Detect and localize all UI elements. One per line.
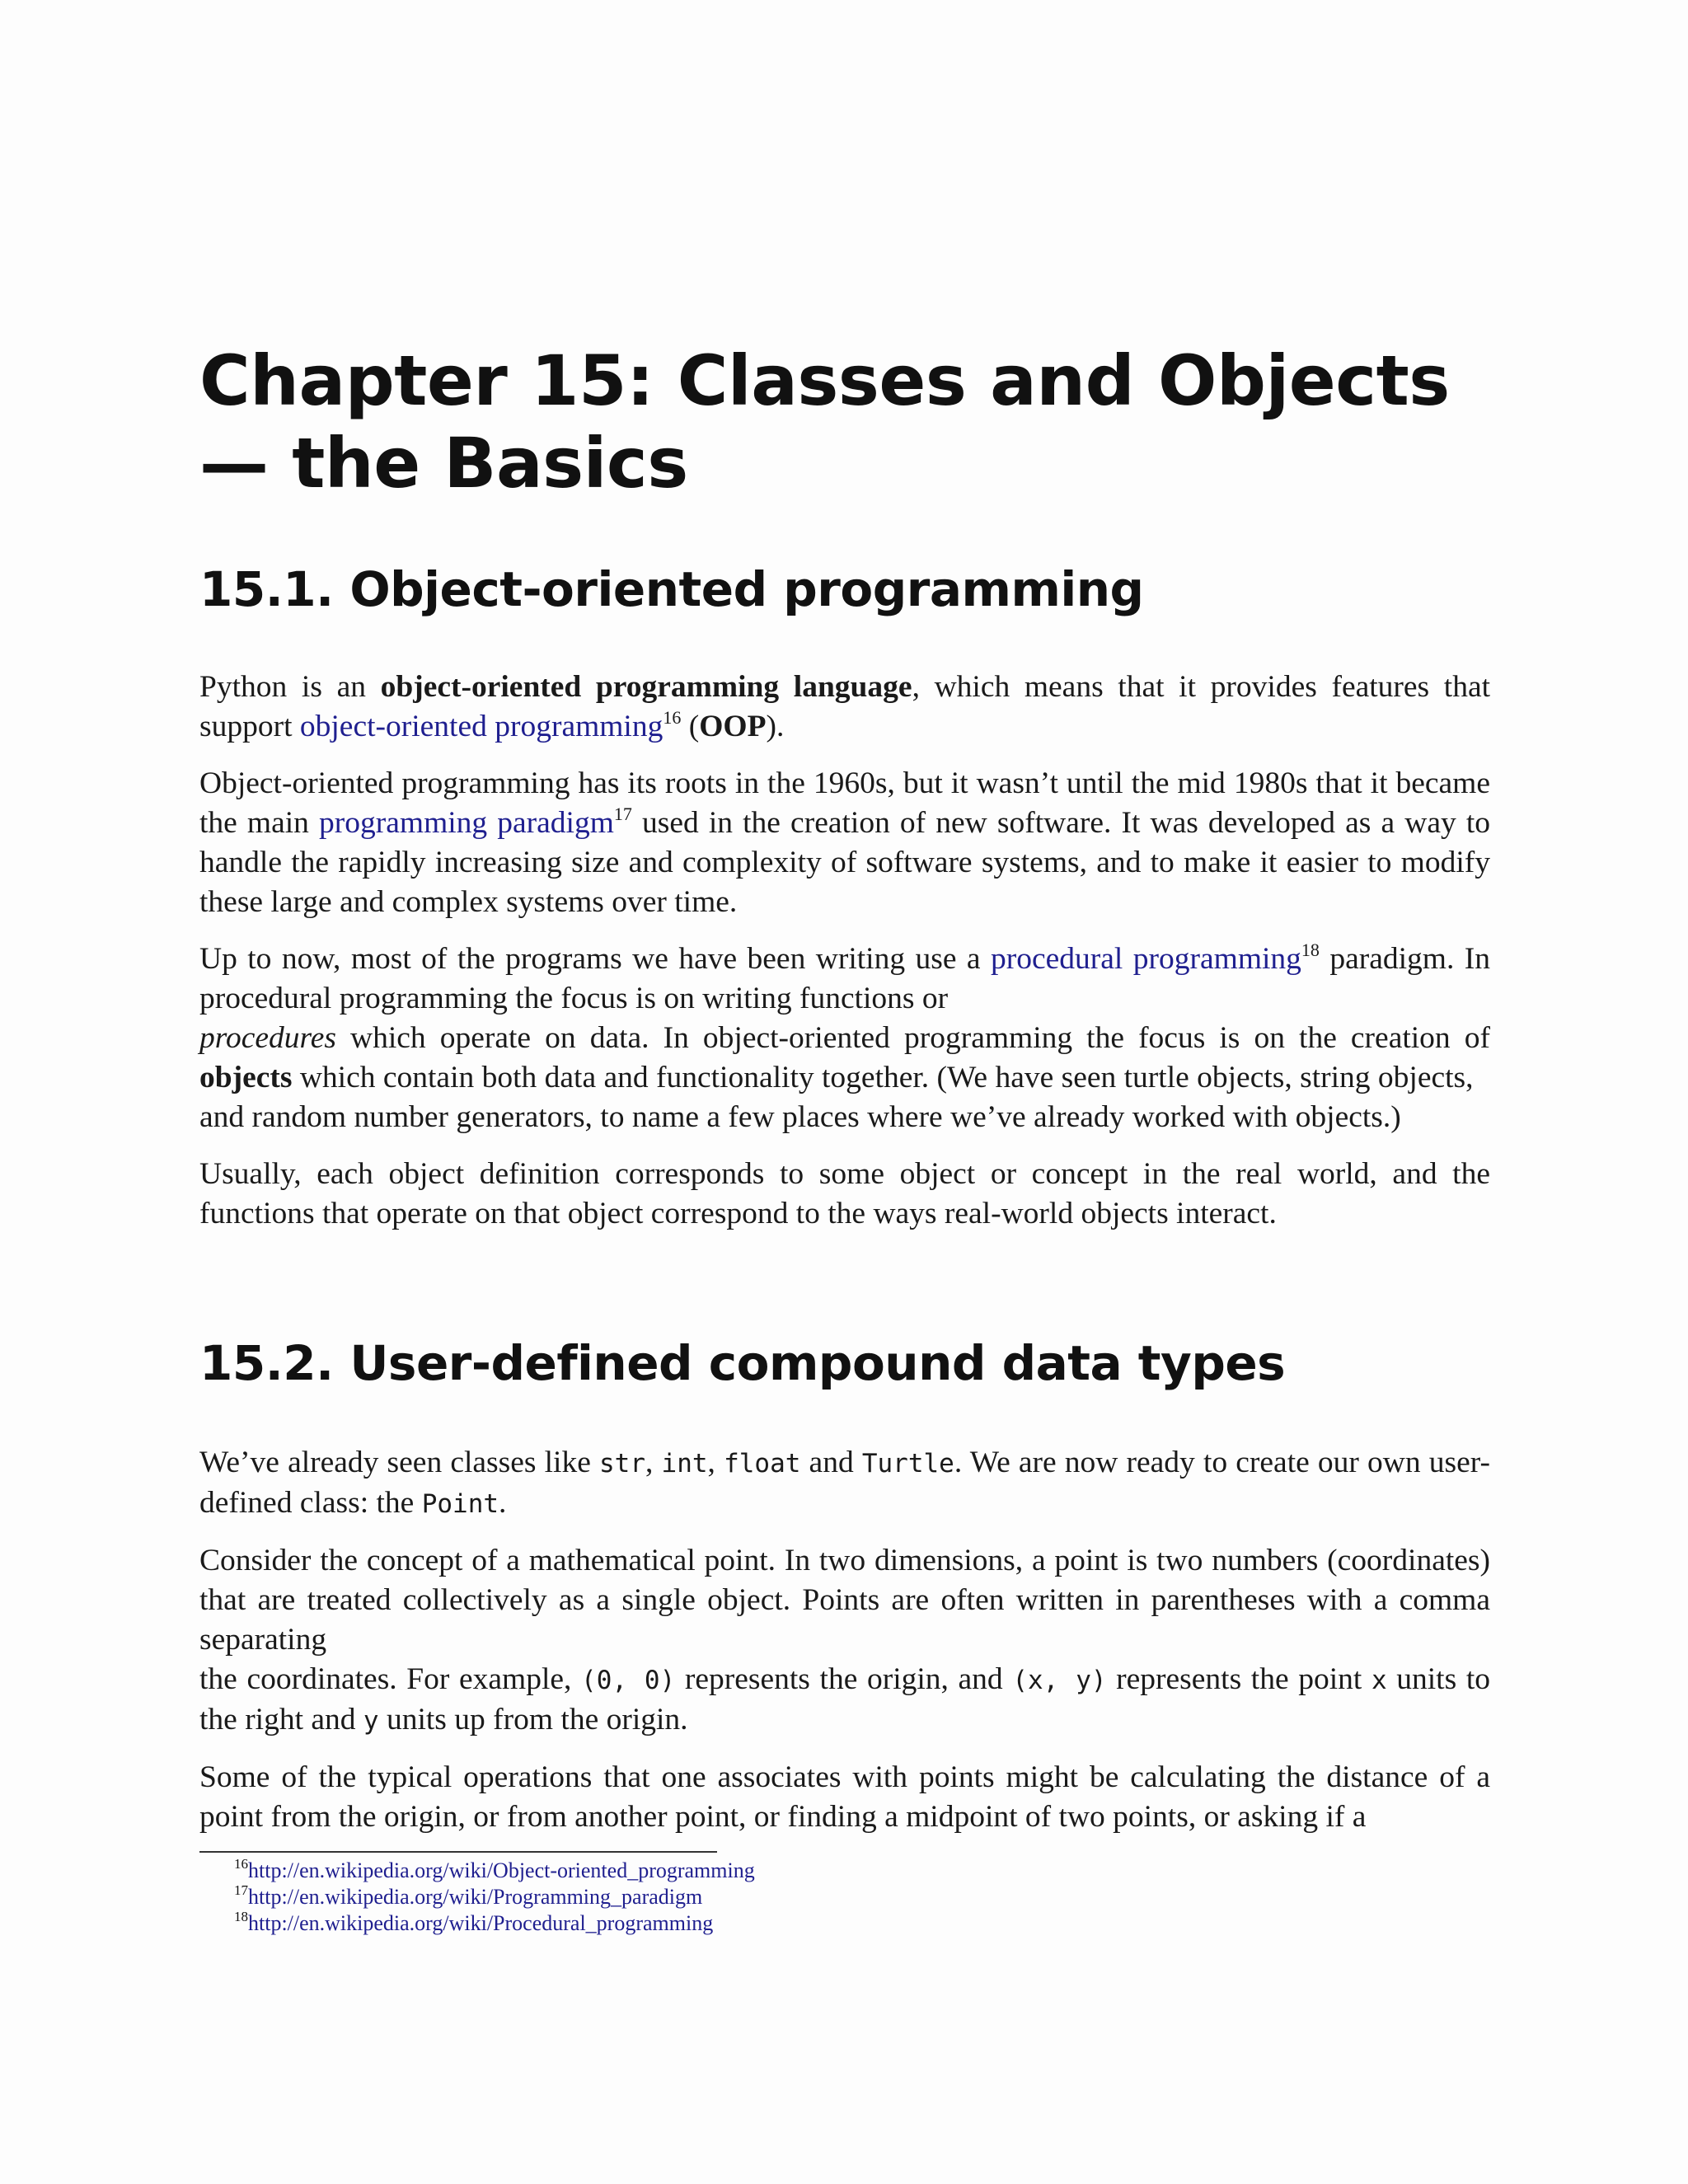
text: Consider the concept of a mathematical point. In two dimensions, a point is two numbers (coordinates) that are treated collectively as a single object. Points are often written in parentheses with a comma separating [199,1544,1490,1657]
code-origin: (0, 0) [581,1666,676,1695]
footnote-ref[interactable]: 17 [613,803,632,824]
paragraph-oop-intro [199,668,1490,747]
footnote-17 [199,1884,1490,1910]
text: units to the right and [199,1662,1490,1736]
code-y: y [363,1706,379,1736]
link-procedural-programming[interactable]: procedural programming [991,942,1301,976]
paragraph-oop-history [199,764,1490,922]
text: and [800,1446,862,1479]
code-str: str [599,1449,646,1479]
code-float: float [724,1449,801,1479]
footnote-number: 17 [234,1882,248,1899]
paragraph-classes [199,1443,1490,1524]
bold-term: OOP [699,710,767,743]
text: , [707,1446,724,1479]
footnote-number: 18 [234,1909,248,1925]
footnote-18 [199,1910,1490,1937]
link-object-oriented-programming[interactable]: object-oriented programming [299,710,663,743]
bold-term: objects [199,1061,293,1094]
text: ( [681,710,700,743]
footnote-link[interactable]: http://en.wikipedia.org/wiki/Procedural_programming [248,1911,714,1935]
code-int: int [661,1449,708,1479]
paragraph-point-operations: Some of the typical operations that one associates with points might be calculating the distance of a point from the origin, or from another point, or finding a midpoint of two points, or asking if a [199,1760,1490,1834]
text: which operate on data. In object-oriented programming the focus is on the creation of [335,1021,1490,1055]
code-xy: (x, y) [1012,1666,1107,1695]
text: We’ve already seen classes like [199,1446,600,1479]
italic-term: procedures [199,1021,336,1055]
text: Object-oriented programming has its roots in the 1960s, but it wasn’t until the mid 1980s that it became the main [199,766,1490,840]
section-compound-types-body [199,1443,1490,1854]
chapter-title: Chapter 15: Classes and Objects — the Basics [199,340,1450,504]
footnote-16 [199,1858,1490,1884]
code-point: Point [421,1489,499,1519]
text: the coordinates. For example, [199,1662,582,1696]
footnote-divider [199,1851,717,1853]
footnotes [199,1851,1490,1937]
text: represents the origin, and [675,1662,1013,1696]
section-heading-oop: 15.1. Object-oriented programming [199,561,1144,617]
code-turtle: Turtle [861,1449,954,1479]
bold-term: object-oriented programming language [380,670,912,704]
footnote-link[interactable]: http://en.wikipedia.org/wiki/Programming_paradigm [248,1885,703,1909]
paragraph-object-definition: Usually, each object definition corresponds to some object or concept in the real world, and the functions that operate on that object correspond to the ways real-world objects interact. [199,1157,1490,1230]
text: Python is an [199,670,381,704]
footnote-number: 16 [234,1856,248,1872]
text: used in the creation of new software. It was developed as a way to handle the rapidly increasing size and complexity of software systems, and to make it easier to modify these large and complex systems over time. [199,806,1491,919]
footnote-link[interactable]: http://en.wikipedia.org/wiki/Object-oriented_programming [248,1858,755,1882]
text: and random number generators, to name a few places where we’ve already worked with objects.) [199,1100,1401,1134]
text: ). [766,710,785,743]
link-programming-paradigm[interactable]: programming paradigm [319,806,614,840]
text: , which means that it provides features that support [199,670,1491,743]
footnote-ref[interactable]: 18 [1301,939,1320,960]
text: . We are now ready to create our own user-defined class: the [199,1446,1490,1520]
paragraph-procedural [199,940,1490,1137]
text: . [499,1486,507,1520]
text: Up to now, most of the programs we have been writing use a [199,942,992,976]
text: represents the point [1106,1662,1372,1696]
text: which contain both data and functionality together. (We have seen turtle objects, string objects, [292,1061,1474,1094]
text: , [645,1446,662,1479]
code-x: x [1371,1666,1387,1695]
section-heading-compound-types: 15.2. User-defined compound data types [199,1335,1286,1391]
text: units up from the origin. [378,1703,688,1736]
footnote-ref[interactable]: 16 [663,706,682,728]
section-oop-body [199,668,1490,1251]
text: paradigm. In procedural programming the focus is on writing functions or [199,942,1490,1015]
paragraph-point-concept [199,1541,1490,1741]
